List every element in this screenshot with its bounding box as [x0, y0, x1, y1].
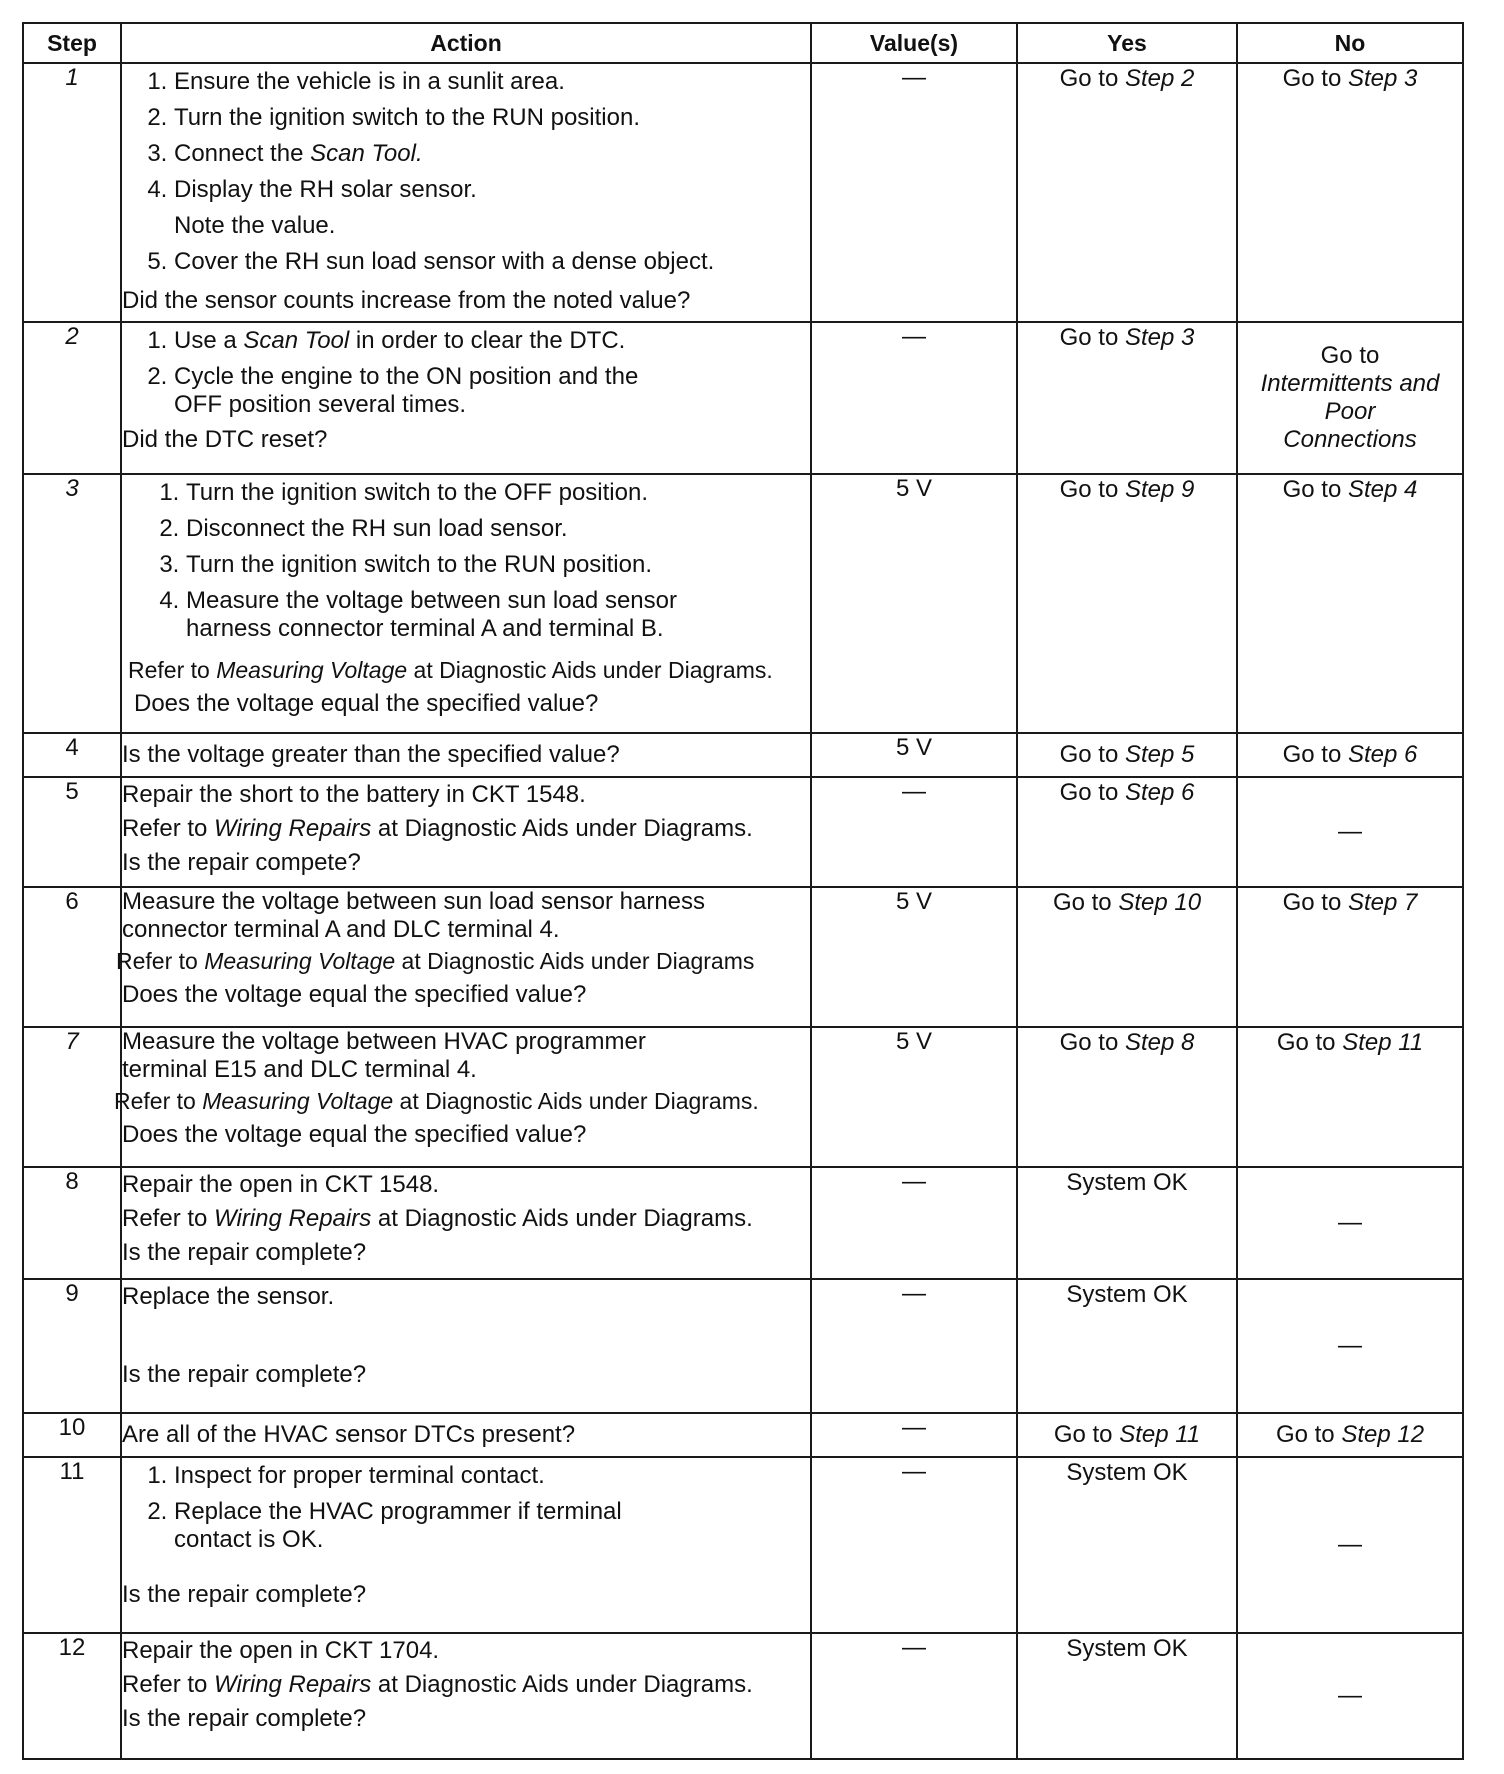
list-item: [174, 323, 810, 359]
action-list: [128, 475, 810, 643]
yes-prefix: Go to: [1059, 779, 1125, 806]
yes-cell: System OK: [1017, 1457, 1237, 1633]
question: Does the voltage equal the specified value?: [122, 1121, 587, 1148]
table-row: [23, 1167, 1463, 1279]
table-row: [23, 63, 1463, 322]
item-text: Replace the HVAC programmer if terminal: [174, 1498, 622, 1525]
refer-link[interactable]: Wiring Repairs: [214, 815, 372, 842]
refer-text: at Diagnostic Aids under Diagrams.: [371, 1205, 753, 1232]
action-text: Repair the open in CKT 1704.: [122, 1637, 440, 1664]
question: Does the voltage equal the specified value?: [134, 690, 599, 717]
step-number: 5: [23, 777, 121, 887]
no-cell: [1237, 322, 1463, 474]
yes-cell: System OK: [1017, 1279, 1237, 1413]
no-cell: [1237, 1027, 1463, 1167]
refer-text: at Diagnostic Aids under Diagrams.: [393, 1088, 759, 1114]
value-cell: —: [811, 777, 1017, 887]
header-yes: Yes: [1017, 23, 1237, 63]
step-number: 10: [23, 1413, 121, 1457]
action-text: connector terminal A and DLC terminal 4.: [122, 916, 560, 943]
refer-text: Refer to: [122, 815, 215, 842]
step-number: 4: [23, 733, 121, 777]
step-number: [23, 322, 121, 474]
step-number: 8: [23, 1167, 121, 1279]
action-cell: [121, 1633, 811, 1759]
action-cell: [121, 1167, 811, 1279]
action-cell: [121, 1279, 811, 1413]
item-text: Connect the: [174, 140, 311, 167]
no-link-line: Intermittents and: [1260, 370, 1440, 397]
refer-link[interactable]: Measuring Voltage: [202, 1088, 394, 1114]
value-cell: —: [811, 1167, 1017, 1279]
no-cell: —: [1237, 1279, 1463, 1413]
no-prefix: Go to: [1282, 889, 1348, 916]
list-item: [174, 172, 810, 244]
step-number: [23, 474, 121, 733]
refer-line: [114, 1084, 810, 1118]
refer-text: Refer to: [114, 1088, 203, 1114]
action-list: [122, 1458, 810, 1554]
action-text: Measure the voltage between sun load sensor harness: [122, 888, 706, 915]
no-link-line: Connections: [1283, 426, 1417, 453]
item-text: Cycle the engine to the ON position and the: [174, 363, 639, 390]
question: Is the repair compete?: [122, 849, 361, 876]
action-cell: [116, 887, 811, 1027]
no-cell: —: [1237, 1457, 1463, 1633]
question: Is the repair complete?: [122, 1705, 367, 1732]
yes-step-link[interactable]: Step 3: [1124, 324, 1195, 351]
yes-prefix: Go to: [1052, 889, 1119, 916]
action-text: terminal E15 and DLC terminal 4.: [122, 1056, 477, 1083]
header-step: Step: [23, 23, 121, 63]
header-action: Action: [121, 23, 811, 63]
refer-text: at Diagnostic Aids under Diagrams: [395, 948, 755, 974]
table-row: [23, 777, 1463, 887]
step-number: 6: [23, 887, 121, 1027]
item-text: Display the RH solar sensor.: [174, 176, 477, 203]
no-step-link[interactable]: Step 4: [1347, 476, 1418, 503]
list-item: [174, 359, 810, 419]
step-2: 2: [65, 323, 79, 350]
no-prefix: Go to: [1282, 65, 1348, 92]
question: Is the repair complete?: [122, 1361, 367, 1388]
action-cell: [121, 63, 811, 322]
refer-text: at Diagnostic Aids under Diagrams.: [407, 657, 773, 683]
no-step-link[interactable]: Step 3: [1347, 65, 1418, 92]
question: Is the repair complete?: [122, 1239, 367, 1266]
refer-text: Refer to: [122, 1671, 215, 1698]
list-item: 2. Disconnect the RH sun load sensor.: [186, 511, 810, 547]
no-link-line: Poor: [1324, 398, 1376, 425]
step-1: 1: [65, 64, 79, 91]
refer-line: [122, 812, 810, 846]
action-list: [122, 323, 810, 419]
yes-cell: System OK: [1017, 1633, 1237, 1759]
header-no: No: [1237, 23, 1463, 63]
yes-prefix: Go to: [1059, 1029, 1125, 1056]
refer-text: Refer to: [116, 948, 205, 974]
table-row: [23, 887, 1463, 1027]
action-text: Measure the voltage between HVAC programmer: [122, 1028, 646, 1055]
yes-cell: [1017, 777, 1237, 887]
action-text: Repair the open in CKT 1548.: [122, 1171, 440, 1198]
no-cell: —: [1237, 1167, 1463, 1279]
yes-step-link[interactable]: Step 11: [1119, 1421, 1201, 1448]
action-cell: [121, 733, 811, 777]
yes-cell: [1017, 63, 1237, 322]
item-text-line2: contact is OK.: [174, 1526, 324, 1553]
no-step-link[interactable]: Step 12: [1341, 1421, 1425, 1448]
step-number: 11: [23, 1457, 121, 1633]
step-number: [23, 63, 121, 322]
step-number: 9: [23, 1279, 121, 1413]
yes-prefix: Go to: [1059, 324, 1125, 351]
yes-cell: [1017, 733, 1237, 777]
value-cell: 5 V: [811, 1027, 1017, 1167]
question: Is the repair complete?: [122, 1581, 367, 1608]
list-item: 1. Ensure the vehicle is in a sunlit area.: [174, 64, 810, 100]
yes-cell: [1017, 474, 1237, 733]
action-cell: [114, 1027, 811, 1167]
item-text-line2: harness connector terminal A and terminal B.: [186, 615, 664, 642]
value-cell: —: [811, 1457, 1017, 1633]
question: Does the voltage equal the specified value?: [122, 981, 587, 1008]
refer-text: at Diagnostic Aids under Diagrams.: [371, 1671, 753, 1698]
yes-cell: System OK: [1017, 1167, 1237, 1279]
no-cell: [1237, 474, 1463, 733]
table-row: [23, 1413, 1463, 1457]
refer-line: [116, 944, 810, 978]
refer-link[interactable]: Wiring Repairs: [214, 1205, 372, 1232]
yes-prefix: Go to: [1053, 1421, 1120, 1448]
list-item: 5. Cover the RH sun load sensor with a dense object.: [174, 244, 810, 280]
yes-step-link[interactable]: Step 6: [1124, 779, 1195, 806]
list-item: [186, 583, 810, 643]
yes-prefix: Go to: [1059, 741, 1125, 768]
value-cell: —: [811, 322, 1017, 474]
yes-cell: [1017, 887, 1237, 1027]
yes-step-link[interactable]: Step 5: [1124, 741, 1195, 768]
table-row: [23, 1457, 1463, 1633]
action-cell: [121, 1457, 811, 1633]
refer-link[interactable]: Wiring Repairs: [214, 1671, 372, 1698]
action-cell: [121, 777, 811, 887]
value-cell: —: [811, 1279, 1017, 1413]
yes-step-link[interactable]: Step 8: [1124, 1029, 1195, 1056]
question: Is the voltage greater than the specified value?: [122, 741, 620, 768]
table-row: [23, 1633, 1463, 1759]
question: Did the sensor counts increase from the noted value?: [122, 287, 691, 314]
no-cell: [1237, 887, 1463, 1027]
list-item: [174, 136, 810, 172]
list-item: [174, 1494, 810, 1554]
item-text-line2: Note the value.: [174, 212, 336, 239]
item-text-line2: OFF position several times.: [174, 391, 467, 418]
no-prefix: Go to: [1276, 1029, 1343, 1056]
header-row: [23, 23, 1463, 63]
item-emphasis: Scan Tool.: [310, 140, 423, 167]
value-cell: 5 V: [811, 474, 1017, 733]
no-cell: [1237, 1413, 1463, 1457]
refer-text: Refer to: [122, 1205, 215, 1232]
action-cell: [121, 474, 811, 733]
yes-step-link[interactable]: Step 9: [1124, 476, 1195, 503]
no-cell: [1237, 63, 1463, 322]
no-prefix: Go to: [1282, 476, 1348, 503]
yes-step-link[interactable]: Step 10: [1118, 889, 1202, 916]
action-list: [122, 64, 810, 280]
list-item: 3. Turn the ignition switch to the RUN position.: [186, 547, 810, 583]
item-text: Use a: [174, 327, 244, 354]
no-link[interactable]: [1242, 370, 1458, 454]
refer-link[interactable]: Measuring Voltage: [216, 657, 408, 683]
value-cell: —: [811, 63, 1017, 322]
value-cell: 5 V: [811, 733, 1017, 777]
value-cell: —: [811, 1413, 1017, 1457]
table-row: [23, 474, 1463, 733]
no-cell: —: [1237, 1633, 1463, 1759]
refer-link[interactable]: Measuring Voltage: [204, 948, 396, 974]
table-row: [23, 1027, 1463, 1167]
value-cell: —: [811, 1633, 1017, 1759]
refer-text: Refer to: [128, 657, 217, 683]
table-row: [23, 322, 1463, 474]
action-cell: [121, 1413, 811, 1457]
action-text: Replace the sensor.: [122, 1283, 335, 1310]
action-text: Repair the short to the battery in CKT 1548.: [122, 781, 586, 808]
table-row: [23, 733, 1463, 777]
yes-cell: [1017, 322, 1237, 474]
action-cell: [121, 322, 811, 474]
diagnostic-table: [22, 22, 1464, 1760]
no-cell: —: [1237, 777, 1463, 887]
no-cell: [1237, 733, 1463, 777]
yes-prefix: Go to: [1059, 65, 1125, 92]
list-item: 1. Turn the ignition switch to the OFF position.: [186, 475, 810, 511]
refer-line: [128, 653, 810, 687]
list-item: 1. Inspect for proper terminal contact.: [174, 1458, 810, 1494]
list-item: 2. Turn the ignition switch to the RUN position.: [174, 100, 810, 136]
refer-line: [122, 1202, 810, 1236]
no-step-link[interactable]: Step 6: [1347, 741, 1418, 768]
step-7: 7: [65, 1028, 79, 1055]
value-cell: 5 V: [811, 887, 1017, 1027]
step-3: 3: [65, 475, 79, 502]
item-text: in order to clear the DTC.: [349, 327, 626, 354]
question: Are all of the HVAC sensor DTCs present?: [122, 1421, 576, 1448]
no-prefix: Go to: [1282, 741, 1348, 768]
yes-cell: [1017, 1027, 1237, 1167]
step-number: [23, 1027, 121, 1167]
yes-prefix: Go to: [1059, 476, 1125, 503]
no-step-link[interactable]: Step 11: [1342, 1029, 1424, 1056]
question: Did the DTC reset?: [122, 426, 328, 453]
table-row: [23, 1279, 1463, 1413]
no-text: Go to: [1320, 342, 1380, 369]
yes-step-link[interactable]: Step 2: [1124, 65, 1195, 92]
yes-cell: [1017, 1413, 1237, 1457]
refer-line: [122, 1668, 810, 1702]
step-number: 12: [23, 1633, 121, 1759]
item-emphasis: Scan Tool: [243, 327, 350, 354]
header-values: Value(s): [811, 23, 1017, 63]
no-step-link[interactable]: Step 7: [1347, 889, 1418, 916]
refer-text: at Diagnostic Aids under Diagrams.: [371, 815, 753, 842]
no-prefix: Go to: [1275, 1421, 1342, 1448]
item-text: Measure the voltage between sun load sensor: [186, 587, 677, 614]
